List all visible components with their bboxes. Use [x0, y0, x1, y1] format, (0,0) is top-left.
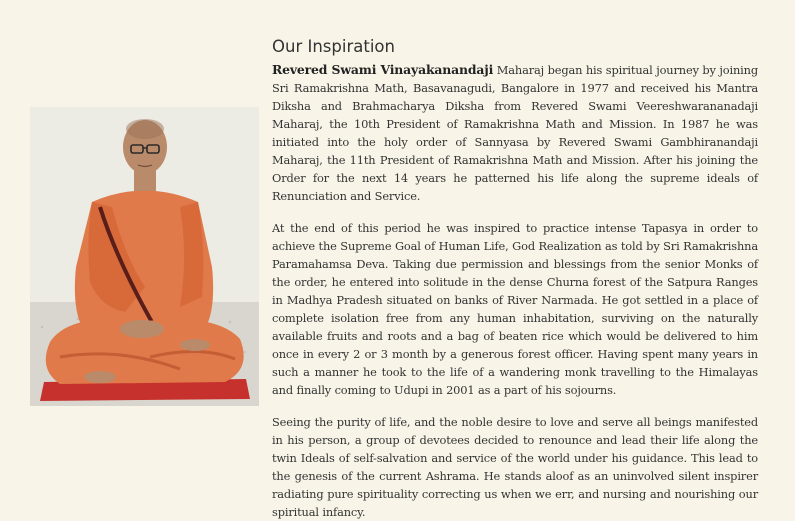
swami-portrait-image — [30, 107, 259, 406]
paragraph-2: At the end of this period he was inspired to practice intense Tapasya in order to achieve the Supreme Goal of Human Life, God Realization as told by Sri Ramakrishna Paramahamsa Deva. Taking due permission and blessings from the senior Monks of the order, he entered into solitude in the dense Churna forest of the Satpura Ranges in Madhya Pradesh situated on banks of River Narmada. He got settled in a place of complete isolation free from any human inhabitation, surviving on the naturally available fruits and roots and a bag of beaten rice which would be delivered to him once in every 2 or 3 month by a generous forest officer. Having spent many years in such a manner he took to the life of a wandering monk travelling to the Himalayas and finally coming to Udupi in 2001 as a part of his sojourns. — [272, 221, 758, 397]
section-heading: Our Inspiration — [272, 37, 395, 56]
inspiration-content — [272, 36, 758, 521]
paragraph-1-text: Maharaj began his spiritual journey by joining Sri Ramakrishna Math, Basavanagudi, Bangalore in 1977 and received his Mantra Diksha and Brahmacharya Diksha from Revered Swami Veereshwarananadaji Maharaj, the 10th President of Ramakrishna Math and Mission. In 1987 he was initiated into the holy order of Sannyasa by Revered Swami Gambhiranandaji Maharaj, the 11th President of Ramakrishna Math and Mission. After his joining the Order for the next 14 years he patterned his life along the supreme ideals of Renunciation and Service. — [272, 63, 758, 203]
paragraph-1 — [272, 61, 758, 205]
paragraph-3: Seeing the purity of life, and the noble desire to love and serve all beings manifested in his person, a group of devotees decided to renounce and lead their life along the twin Ideals of self-salvation and service of the world under his guidance. This lead to the genesis of the current Ashrama. He stands aloof as an uninvolved silent inspirer radiating pure spirituality correcting us when we err, and nursing and nourishing our spiritual infancy. — [272, 415, 758, 519]
swami-name: Revered Swami Vinayakanandaji — [272, 62, 494, 77]
swami-photo — [30, 107, 259, 406]
